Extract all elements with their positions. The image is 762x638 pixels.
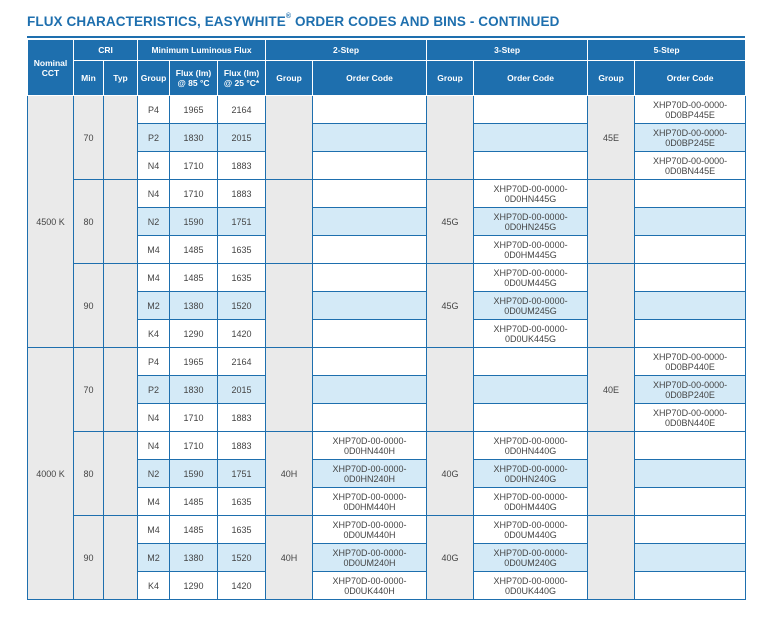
header-3-step-order-code: Order Code xyxy=(474,61,588,96)
two-step-group-cell xyxy=(266,264,313,348)
flux-group-cell: N4 xyxy=(138,404,170,432)
two-step-order-code-cell xyxy=(313,376,427,404)
flux-85c-cell: 1710 xyxy=(170,180,218,208)
two-step-order-code-cell xyxy=(313,152,427,180)
three-step-order-code-cell: XHP70D-00-0000-0D0HN440G xyxy=(474,432,588,460)
five-step-order-code-cell xyxy=(635,432,746,460)
cri-typ-cell xyxy=(104,432,138,516)
header-typ: Typ xyxy=(104,61,138,96)
flux-25c-cell: 1635 xyxy=(218,236,266,264)
table-row xyxy=(28,348,746,376)
five-step-order-code-cell xyxy=(635,488,746,516)
cri-min-cell: 90 xyxy=(74,516,104,600)
three-step-order-code-cell: XHP70D-00-0000-0D0UK440G xyxy=(474,572,588,600)
flux-group-cell: P2 xyxy=(138,124,170,152)
table-row xyxy=(28,432,746,460)
two-step-group-cell: 40H xyxy=(266,432,313,516)
flux-table xyxy=(27,39,746,600)
two-step-group-cell xyxy=(266,348,313,432)
flux-85c-cell: 1965 xyxy=(170,96,218,124)
header-2-step-order-code: Order Code xyxy=(313,61,427,96)
cri-min-cell: 70 xyxy=(74,348,104,432)
cri-typ-cell xyxy=(104,348,138,432)
header-5-step-group: Group xyxy=(588,61,635,96)
five-step-order-code-cell xyxy=(635,264,746,292)
five-step-order-code-cell: XHP70D-00-0000-0D0BP440E xyxy=(635,348,746,376)
flux-25c-cell: 2164 xyxy=(218,96,266,124)
header-cri: CRI xyxy=(74,40,138,61)
two-step-order-code-cell xyxy=(313,348,427,376)
two-step-order-code-cell xyxy=(313,208,427,236)
flux-85c-cell: 1710 xyxy=(170,404,218,432)
three-step-group-cell: 40G xyxy=(427,432,474,516)
header-5-step: 5-Step xyxy=(588,40,746,61)
two-step-order-code-cell: XHP70D-00-0000-0D0HN440H xyxy=(313,432,427,460)
header-flux-85c: Flux (lm) @ 85 °C xyxy=(170,61,218,96)
flux-25c-cell: 1420 xyxy=(218,320,266,348)
flux-85c-cell: 1830 xyxy=(170,124,218,152)
flux-85c-cell: 1380 xyxy=(170,544,218,572)
three-step-order-code-cell: XHP70D-00-0000-0D0HN245G xyxy=(474,208,588,236)
flux-group-cell: K4 xyxy=(138,320,170,348)
flux-group-cell: P4 xyxy=(138,96,170,124)
three-step-group-cell: 45G xyxy=(427,264,474,348)
cri-min-cell: 80 xyxy=(74,432,104,516)
three-step-order-code-cell: XHP70D-00-0000-0D0UK445G xyxy=(474,320,588,348)
flux-85c-cell: 1965 xyxy=(170,348,218,376)
three-step-order-code-cell: XHP70D-00-0000-0D0UM445G xyxy=(474,264,588,292)
flux-25c-cell: 2164 xyxy=(218,348,266,376)
flux-25c-cell: 1420 xyxy=(218,572,266,600)
flux-group-cell: M2 xyxy=(138,292,170,320)
five-step-group-cell: 40E xyxy=(588,348,635,432)
three-step-group-cell: 45G xyxy=(427,180,474,264)
five-step-order-code-cell xyxy=(635,180,746,208)
three-step-order-code-cell: XHP70D-00-0000-0D0HN240G xyxy=(474,460,588,488)
flux-group-cell: N2 xyxy=(138,208,170,236)
table-row xyxy=(28,180,746,208)
three-step-order-code-cell xyxy=(474,152,588,180)
flux-25c-cell: 1635 xyxy=(218,488,266,516)
two-step-order-code-cell: XHP70D-00-0000-0D0HM440H xyxy=(313,488,427,516)
three-step-order-code-cell xyxy=(474,376,588,404)
table-row xyxy=(28,516,746,544)
flux-25c-cell: 1635 xyxy=(218,264,266,292)
flux-85c-cell: 1290 xyxy=(170,572,218,600)
flux-85c-cell: 1830 xyxy=(170,376,218,404)
three-step-order-code-cell xyxy=(474,348,588,376)
flux-25c-cell: 1635 xyxy=(218,516,266,544)
flux-group-cell: M4 xyxy=(138,236,170,264)
two-step-order-code-cell: XHP70D-00-0000-0D0HN240H xyxy=(313,460,427,488)
two-step-order-code-cell: XHP70D-00-0000-0D0UK440H xyxy=(313,572,427,600)
three-step-order-code-cell: XHP70D-00-0000-0D0UM440G xyxy=(474,516,588,544)
table-header xyxy=(28,40,746,96)
two-step-order-code-cell xyxy=(313,236,427,264)
flux-group-cell: M4 xyxy=(138,264,170,292)
table-row xyxy=(28,264,746,292)
flux-85c-cell: 1710 xyxy=(170,432,218,460)
cri-typ-cell xyxy=(104,516,138,600)
three-step-group-cell xyxy=(427,96,474,180)
flux-25c-cell: 1883 xyxy=(218,180,266,208)
five-step-order-code-cell xyxy=(635,572,746,600)
cri-min-cell: 70 xyxy=(74,96,104,180)
two-step-group-cell xyxy=(266,96,313,180)
flux-group-cell: N4 xyxy=(138,180,170,208)
five-step-order-code-cell xyxy=(635,460,746,488)
flux-85c-cell: 1290 xyxy=(170,320,218,348)
flux-25c-cell: 1520 xyxy=(218,292,266,320)
flux-group-cell: P2 xyxy=(138,376,170,404)
five-step-group-cell xyxy=(588,264,635,348)
header-flux-25c: Flux (lm) @ 25 °C* xyxy=(218,61,266,96)
header-5-step-order-code: Order Code xyxy=(635,61,746,96)
flux-group-cell: N4 xyxy=(138,152,170,180)
five-step-order-code-cell xyxy=(635,292,746,320)
table-row xyxy=(28,96,746,124)
two-step-order-code-cell xyxy=(313,264,427,292)
header-3-step-group: Group xyxy=(427,61,474,96)
five-step-group-cell xyxy=(588,180,635,264)
five-step-group-cell: 45E xyxy=(588,96,635,180)
title-rule xyxy=(27,36,745,38)
two-step-order-code-cell xyxy=(313,292,427,320)
three-step-group-cell xyxy=(427,348,474,432)
flux-85c-cell: 1485 xyxy=(170,264,218,292)
flux-85c-cell: 1485 xyxy=(170,516,218,544)
header-nominal-cct: Nominal CCT xyxy=(28,40,74,96)
two-step-group-cell xyxy=(266,180,313,264)
cri-typ-cell xyxy=(104,180,138,264)
flux-85c-cell: 1380 xyxy=(170,292,218,320)
title-text-before: FLUX CHARACTERISTICS, EASYWHITE xyxy=(27,14,286,29)
registered-mark: ® xyxy=(285,13,292,20)
three-step-group-cell: 40G xyxy=(427,516,474,600)
flux-group-cell: M2 xyxy=(138,544,170,572)
table-body xyxy=(28,96,746,600)
flux-85c-cell: 1590 xyxy=(170,208,218,236)
two-step-order-code-cell xyxy=(313,320,427,348)
two-step-order-code-cell: XHP70D-00-0000-0D0UM440H xyxy=(313,516,427,544)
flux-85c-cell: 1485 xyxy=(170,488,218,516)
flux-group-cell: K4 xyxy=(138,572,170,600)
flux-25c-cell: 1883 xyxy=(218,152,266,180)
header-3-step: 3-Step xyxy=(427,40,588,61)
cri-min-cell: 80 xyxy=(74,180,104,264)
three-step-order-code-cell xyxy=(474,404,588,432)
header-flux-group: Group xyxy=(138,61,170,96)
five-step-order-code-cell: XHP70D-00-0000-0D0BP445E xyxy=(635,96,746,124)
two-step-order-code-cell: XHP70D-00-0000-0D0UM240H xyxy=(313,544,427,572)
flux-25c-cell: 2015 xyxy=(218,124,266,152)
five-step-order-code-cell xyxy=(635,516,746,544)
five-step-order-code-cell xyxy=(635,320,746,348)
flux-25c-cell: 1883 xyxy=(218,432,266,460)
five-step-order-code-cell xyxy=(635,544,746,572)
three-step-order-code-cell: XHP70D-00-0000-0D0UM240G xyxy=(474,544,588,572)
flux-group-cell: P4 xyxy=(138,348,170,376)
header-min-luminous-flux: Minimum Luminous Flux xyxy=(138,40,266,61)
flux-25c-cell: 2015 xyxy=(218,376,266,404)
five-step-order-code-cell: XHP70D-00-0000-0D0BP240E xyxy=(635,376,746,404)
three-step-order-code-cell xyxy=(474,124,588,152)
flux-25c-cell: 1751 xyxy=(218,208,266,236)
three-step-order-code-cell xyxy=(474,96,588,124)
cri-typ-cell xyxy=(104,264,138,348)
table-bottom-rule xyxy=(27,599,745,600)
three-step-order-code-cell: XHP70D-00-0000-0D0HM445G xyxy=(474,236,588,264)
nominal-cct-cell: 4000 K xyxy=(28,348,74,600)
flux-25c-cell: 1883 xyxy=(218,404,266,432)
title-text-after: ORDER CODES AND BINS - CONTINUED xyxy=(291,14,560,29)
nominal-cct-cell: 4500 K xyxy=(28,96,74,348)
five-step-group-cell xyxy=(588,432,635,516)
five-step-group-cell xyxy=(588,516,635,600)
five-step-order-code-cell xyxy=(635,208,746,236)
cri-typ-cell xyxy=(104,96,138,180)
cri-min-cell: 90 xyxy=(74,264,104,348)
three-step-order-code-cell: XHP70D-00-0000-0D0HN445G xyxy=(474,180,588,208)
five-step-order-code-cell xyxy=(635,236,746,264)
two-step-order-code-cell xyxy=(313,96,427,124)
flux-85c-cell: 1710 xyxy=(170,152,218,180)
five-step-order-code-cell: XHP70D-00-0000-0D0BP245E xyxy=(635,124,746,152)
flux-25c-cell: 1520 xyxy=(218,544,266,572)
header-min: Min xyxy=(74,61,104,96)
flux-25c-cell: 1751 xyxy=(218,460,266,488)
two-step-order-code-cell xyxy=(313,180,427,208)
flux-group-cell: M4 xyxy=(138,488,170,516)
header-2-step: 2-Step xyxy=(266,40,427,61)
two-step-group-cell: 40H xyxy=(266,516,313,600)
five-step-order-code-cell: XHP70D-00-0000-0D0BN445E xyxy=(635,152,746,180)
three-step-order-code-cell: XHP70D-00-0000-0D0UM245G xyxy=(474,292,588,320)
page-title xyxy=(27,14,559,29)
flux-group-cell: N2 xyxy=(138,460,170,488)
two-step-order-code-cell xyxy=(313,404,427,432)
flux-85c-cell: 1485 xyxy=(170,236,218,264)
three-step-order-code-cell: XHP70D-00-0000-0D0HM440G xyxy=(474,488,588,516)
five-step-order-code-cell: XHP70D-00-0000-0D0BN440E xyxy=(635,404,746,432)
flux-group-cell: M4 xyxy=(138,516,170,544)
header-2-step-group: Group xyxy=(266,61,313,96)
flux-group-cell: N4 xyxy=(138,432,170,460)
flux-85c-cell: 1590 xyxy=(170,460,218,488)
two-step-order-code-cell xyxy=(313,124,427,152)
